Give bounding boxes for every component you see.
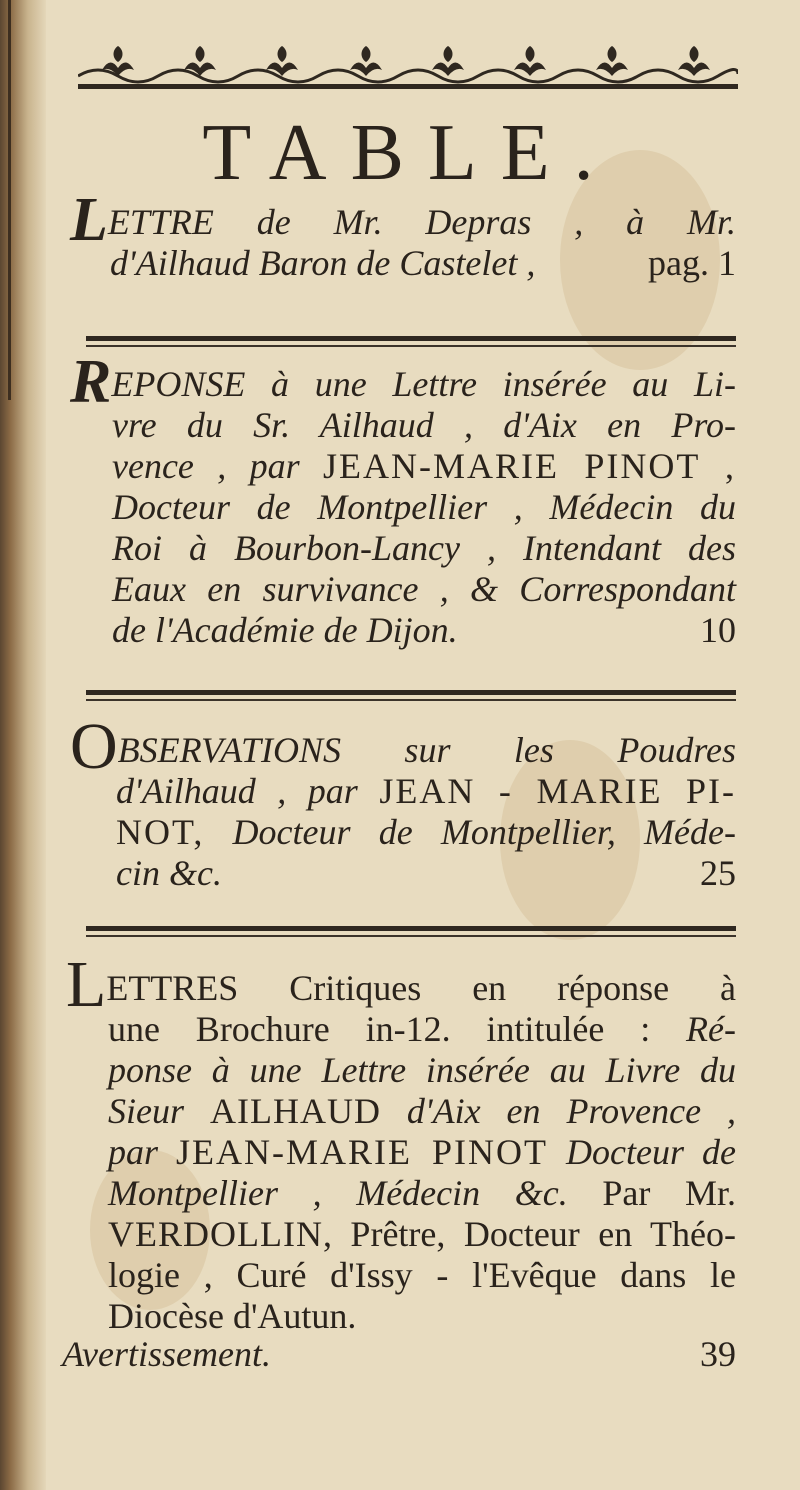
avertissement-label: Avertissement. bbox=[62, 1334, 271, 1374]
entry-line: OBSERVATIONS sur les Poudres bbox=[70, 710, 736, 783]
table-entry-2 bbox=[70, 348, 737, 651]
entry-line: vre du Sr. Ailhaud , d'Aix en Pro- bbox=[112, 405, 736, 445]
floral-ornament-band bbox=[78, 40, 738, 98]
entry-line: cin &c. 25 bbox=[116, 853, 736, 893]
entry-line: de l'Académie de Dijon. 10 bbox=[112, 610, 736, 650]
entry-line: Roi à Bourbon-Lancy , Intendant des bbox=[112, 528, 736, 568]
section-rule bbox=[86, 690, 736, 702]
table-entry-3 bbox=[70, 710, 737, 894]
drop-cap: L bbox=[66, 948, 107, 1021]
drop-cap: R bbox=[70, 348, 112, 416]
entry-line: Eaux en survivance , & Correspondant bbox=[112, 569, 736, 609]
entry-line: logie , Curé d'Issy - l'Evêque dans le bbox=[108, 1255, 736, 1295]
entry-line: Montpellier , Médecin &c. Par Mr. bbox=[108, 1173, 736, 1213]
advertisement-line bbox=[62, 1334, 736, 1375]
page-number: 25 bbox=[700, 853, 736, 893]
entry-line: d'Ailhaud , par JEAN - MARIE PI- bbox=[116, 771, 737, 811]
page-number: pag. 1 bbox=[648, 243, 736, 283]
page-edge bbox=[8, 0, 11, 400]
entry-line: par JEAN-MARIE PINOT Docteur de bbox=[108, 1132, 737, 1172]
entry-line: NOT, Docteur de Montpellier, Méde- bbox=[116, 812, 736, 852]
page-number: 39 bbox=[700, 1334, 736, 1374]
entry-line: Docteur de Montpellier , Médecin du bbox=[112, 487, 736, 527]
entry-line: une Brochure in-12. intitulée : Ré- bbox=[108, 1009, 736, 1049]
drop-cap: O bbox=[70, 710, 118, 783]
entry-line: vence , par JEAN-MARIE PINOT , bbox=[112, 446, 737, 486]
entry-line: LETTRES Critiques en réponse à bbox=[66, 948, 736, 1021]
entry-line: ponse à une Lettre insérée au Livre du bbox=[108, 1050, 736, 1090]
page-number: 10 bbox=[700, 610, 736, 650]
entry-line: d'Ailhaud Baron de Castelet , pag. 1 bbox=[110, 243, 736, 283]
entry-line: VERDOLLIN, Prêtre, Docteur en Théo- bbox=[108, 1214, 736, 1254]
table-entry-4 bbox=[66, 948, 737, 1337]
floral-ornament-icon bbox=[78, 40, 738, 98]
entry-line: REPONSE à une Lettre insérée au Li- bbox=[70, 348, 736, 416]
section-rule bbox=[86, 926, 736, 938]
drop-cap: L bbox=[70, 186, 108, 254]
book-spine-shadow bbox=[0, 0, 46, 1490]
page-title: TABLE. bbox=[202, 109, 618, 197]
entry-line: LETTRE de Mr. Depras , à Mr. bbox=[70, 186, 736, 254]
entry-line: Diocèse d'Autun. bbox=[108, 1296, 357, 1336]
table-entry-1 bbox=[70, 186, 736, 284]
section-rule bbox=[86, 336, 736, 348]
entry-line: Sieur AILHAUD d'Aix en Provence , bbox=[108, 1091, 737, 1131]
